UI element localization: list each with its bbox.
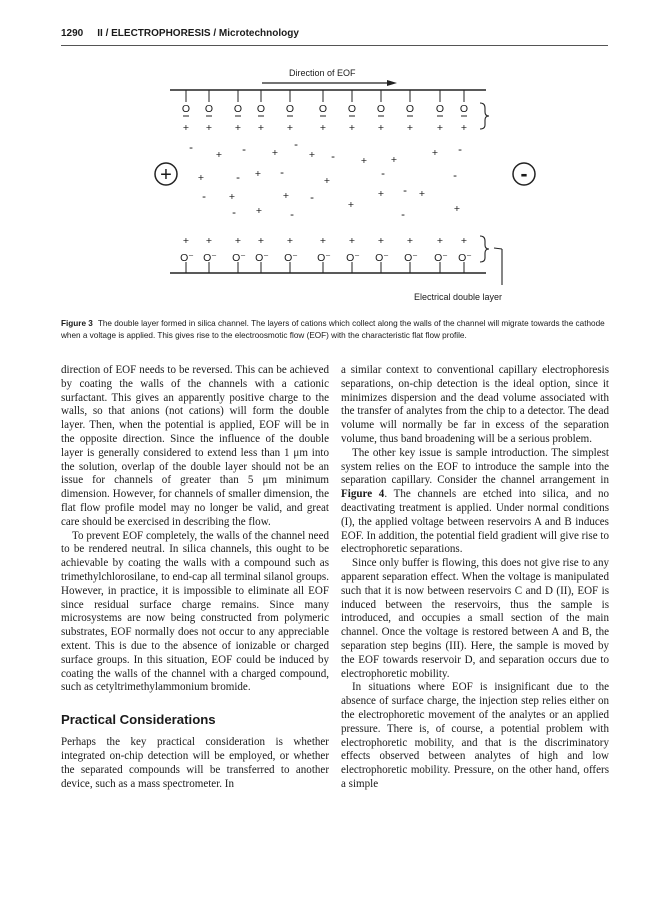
cation: + — [182, 122, 190, 134]
bulk-anion: - — [381, 168, 385, 180]
silanol-anion: O⁻ — [404, 252, 418, 264]
silanol-anion: O⁻ — [434, 252, 448, 264]
top-wall-anions — [182, 103, 468, 116]
page-number: 1290 — [61, 28, 84, 39]
paragraph: direction of EOF needs to be reversed. This can be achieved by coating the walls of the channels with a cationic surfactant. This gives an apparently positive charge to the walls, so that anions (not cations) will form the double layer. Then, when the potential is applied, EOF will be in the opposite direction. Since the influence of the double layer is generally considered to extend less than 1 μm into the solution, overlap of the double layer should not be an issue for channels of greater than 5 μm minimum dimension. However, for channels of smaller dimension, the flat flow profile model may no longer be valid, and great care should be exercised in describing the flow. — [61, 364, 329, 528]
bulk-cation: + — [308, 149, 316, 161]
bulk-cation: + — [271, 147, 279, 159]
bulk-solution-ions — [189, 139, 462, 221]
direction-of-eof-label: Direction of EOF — [289, 68, 356, 78]
top-double-layer-brace — [480, 103, 489, 129]
bulk-cation: + — [453, 203, 461, 215]
cation: + — [348, 235, 356, 247]
silanol-anion: O — [181, 103, 191, 115]
bulk-anion: - — [290, 209, 294, 221]
cation: + — [406, 235, 414, 247]
paragraph: In situations where EOF is insignificant due to the absence of surface charge, the injection step relies either on the electrophoretic movement of the analytes or an applied pressure. There is, of course, a potential problem with electrophoretic mobility, and that is the discriminatory effects observed between analytes of high and low electrophoretic mobility. Pressure, on the other hand, offers a simple — [341, 681, 609, 790]
paragraph: To prevent EOF completely, the walls of the channel need to be rendered neutral. In silica channels, this ought to be achievable by coating the walls with a compound such as trimethylchlorosilane, to end-cap all terminal silanol groups. However, in practice, it is impossible to eliminate all EOF since residual surface charge remains. Since many microsystems are now being constructed from polymeric substrates, EOF normally does not occur to any appreciable extent. This is due to the absence of ionizable or charged surface groups. In this situation, EOF could be induced by coating the walls of the channel with a charged compound, such as cetyltrimethylammonium bromide. — [61, 529, 329, 694]
bulk-cation: + — [323, 175, 331, 187]
bulk-anion: - — [232, 207, 236, 219]
cation: + — [377, 122, 385, 134]
bulk-anion: - — [331, 151, 335, 163]
silanol-anion: O⁻ — [458, 252, 472, 264]
figure-reference-link[interactable]: Figure 4 — [341, 488, 385, 501]
cation: + — [319, 122, 327, 134]
bulk-cation: + — [418, 188, 426, 200]
bulk-anion: - — [453, 170, 457, 182]
bulk-cation: + — [347, 199, 355, 211]
cation: + — [205, 235, 213, 247]
silanol-anion: O⁻ — [346, 252, 360, 264]
silanol-anion: O — [459, 103, 469, 115]
bulk-anion: - — [280, 167, 284, 179]
bulk-anion: - — [294, 139, 298, 151]
cation: + — [348, 122, 356, 134]
bulk-cation: + — [197, 172, 205, 184]
double-layer-pointer — [494, 248, 502, 285]
bulk-cation: + — [255, 205, 263, 217]
eof-arrow — [262, 80, 397, 86]
cation: + — [182, 235, 190, 247]
paragraph-text: . The channels are etched into silica, and no deactivating treatment is applied. Under normal conditions (I), the applied voltage between reservoirs A and B induces EOF. In addition, the potential field gradient will give rise to electrophoretic separations. — [341, 488, 609, 556]
silanol-anion: O⁻ — [180, 252, 194, 264]
running-title: II / ELECTROPHORESIS / Microtechnology — [97, 28, 299, 39]
cation: + — [436, 235, 444, 247]
silanol-anion: O — [256, 103, 266, 115]
silanol-anion: O — [347, 103, 357, 115]
bottom-cation-layer — [183, 235, 467, 247]
bulk-cation: + — [390, 154, 398, 166]
silanol-anion: O — [233, 103, 243, 115]
paragraph — [341, 447, 609, 557]
cation: + — [406, 122, 414, 134]
bulk-anion: - — [189, 142, 193, 154]
section-heading: Practical Considerations — [61, 712, 216, 728]
bulk-anion: - — [458, 144, 462, 156]
bulk-cation: + — [360, 155, 368, 167]
caption-label: Figure 3 — [61, 319, 93, 328]
silanol-anion: O — [376, 103, 386, 115]
silanol-anion: O⁻ — [203, 252, 217, 264]
cathode-symbol: - — [520, 163, 528, 186]
bulk-cation: + — [431, 147, 439, 159]
caption-text: The double layer formed in silica channel. The layers of cations which collect along the walls of the channel will migrate towards the cathode when a voltage is applied. This gives rise to the electroosmotic flow (EOF) with the characteristic flat flow profile. — [61, 319, 605, 340]
bulk-cation: + — [377, 188, 385, 200]
bulk-cation: + — [228, 191, 236, 203]
silanol-anion: O — [405, 103, 415, 115]
anode-electrode — [155, 163, 177, 186]
cation: + — [436, 122, 444, 134]
paragraph-text: The other key issue is sample introduction. The simplest system relies on the EOF to introduce the sample into the separation capillary. Consider the channel arrangement in — [341, 446, 609, 487]
cation: + — [319, 235, 327, 247]
bottom-wall-anions — [180, 252, 472, 264]
bulk-anion: - — [310, 192, 314, 204]
cation: + — [257, 122, 265, 134]
running-header — [61, 28, 608, 39]
bulk-anion: - — [403, 185, 407, 197]
bulk-cation: + — [254, 168, 262, 180]
silanol-anion: O — [204, 103, 214, 115]
cation: + — [286, 235, 294, 247]
left-column — [61, 364, 329, 791]
silanol-anion: O⁻ — [317, 252, 331, 264]
top-wall-ticks — [186, 90, 464, 102]
cation: + — [377, 235, 385, 247]
figure-caption — [61, 318, 608, 342]
top-cation-layer — [183, 122, 467, 134]
figure-3-double-layer-diagram — [61, 50, 608, 312]
cation: + — [234, 122, 242, 134]
bulk-cation: + — [215, 149, 223, 161]
cation: + — [286, 122, 294, 134]
silanol-anion: O — [285, 103, 295, 115]
paragraph: a similar context to conventional capillary electrophoresis separations, on-chip detection is the ideal option, since it minimizes dispersion and the dead volume associated with the transfer of analytes from the chip to a detector. The dead volume will normally be far in excess of the separation volume, thus band broadening will be a serious problem. — [341, 364, 609, 445]
silanol-anion: O⁻ — [375, 252, 389, 264]
right-column — [341, 364, 609, 792]
paragraph: Perhaps the key practical consideration is whether integrated on-chip detection will be employed, or whether the separated compounds will be transferred to another device, such as a mass spectrometer. In — [61, 736, 329, 790]
silanol-anion: O — [435, 103, 445, 115]
bulk-anion: - — [202, 191, 206, 203]
silanol-anion: O⁻ — [255, 252, 269, 264]
bulk-anion: - — [401, 209, 405, 221]
silanol-anion: O — [318, 103, 328, 115]
cation: + — [460, 235, 468, 247]
bulk-anion: - — [236, 172, 240, 184]
paragraph: Since only buffer is flowing, this does not give rise to any apparent separation effect. When the voltage is manipulated such that it is now between reservoirs C and D (II), EOF is induced between the reservoirs, thus the sample is introduced, and occupies a small section of the main channel. Once the voltage is restored between A and B, the separation step begins (III). Here, the sample is moved by the EOF towards reservoir D, and separation occurs due to electrophoretic mobility. — [341, 557, 609, 680]
header-rule — [61, 45, 608, 46]
electrical-double-layer-label: Electrical double layer — [414, 292, 503, 302]
cation: + — [234, 235, 242, 247]
cation: + — [205, 122, 213, 134]
bulk-anion: - — [242, 144, 246, 156]
bottom-double-layer-brace — [480, 236, 489, 262]
cathode-electrode — [513, 163, 535, 186]
silanol-anion: O⁻ — [232, 252, 246, 264]
cation: + — [257, 235, 265, 247]
cation: + — [460, 122, 468, 134]
bulk-cation: + — [282, 190, 290, 202]
silanol-anion: O⁻ — [284, 252, 298, 264]
anode-symbol: + — [160, 164, 172, 186]
